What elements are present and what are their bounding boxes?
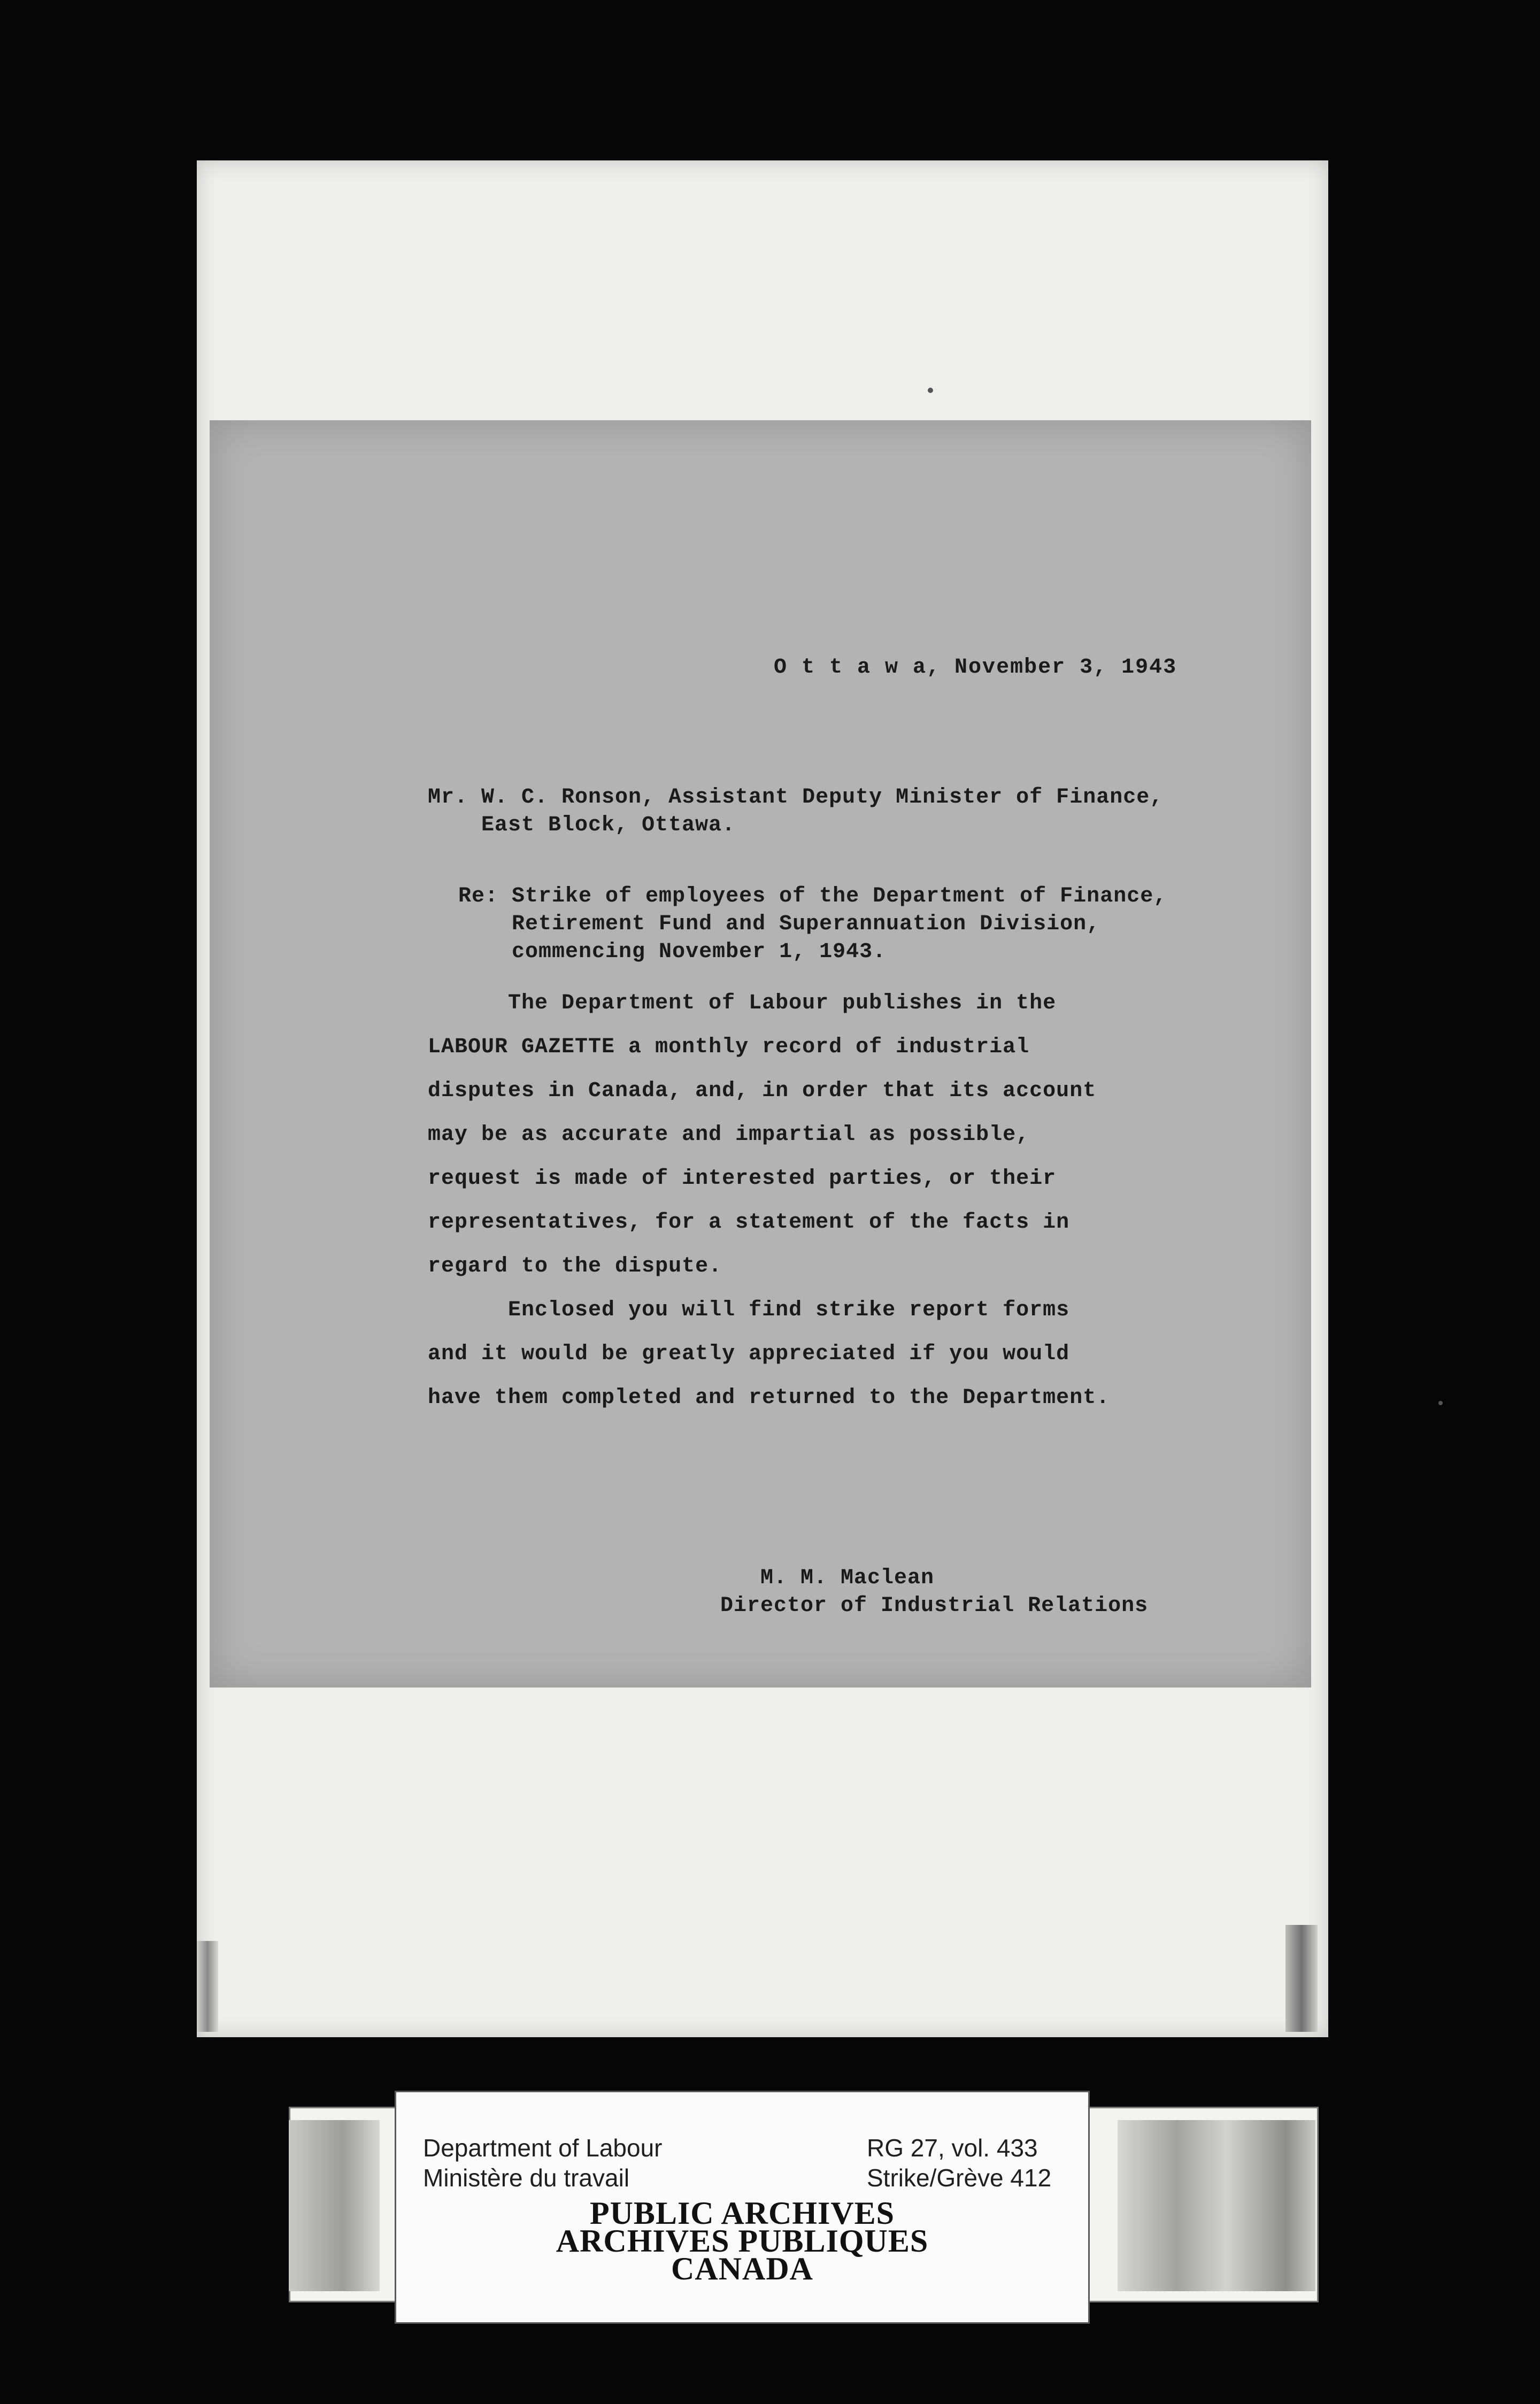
department-name-fr: Ministère du travail xyxy=(423,2164,630,2192)
letter-body xyxy=(428,982,1110,1420)
archive-label xyxy=(395,2091,1090,2324)
body-line: may be as accurate and impartial as possible, xyxy=(428,1123,1030,1147)
body-line: request is made of interested parties, or their xyxy=(428,1167,1057,1191)
letter-signature xyxy=(720,1565,1148,1620)
body-line: have them completed and returned to the Department. xyxy=(428,1386,1110,1410)
stamp-line: CANADA xyxy=(671,2251,813,2286)
signature-name: M. M. Maclean xyxy=(760,1566,935,1590)
sheet-edge-right xyxy=(1285,1925,1318,2032)
record-group-volume: RG 27, vol. 433 xyxy=(867,2134,1038,2162)
body-line: LABOUR GAZETTE a monthly record of industrial xyxy=(428,1035,1030,1059)
department-name-en: Department of Labour xyxy=(423,2134,663,2162)
recipient-line: East Block, Ottawa. xyxy=(428,813,736,837)
stamp-line: PUBLIC ARCHIVES xyxy=(589,2195,895,2231)
label-clip-left xyxy=(289,2120,380,2291)
recipient-line: Mr. W. C. Ronson, Assistant Deputy Minister of Finance, xyxy=(428,785,1164,810)
letter-page xyxy=(210,420,1311,1688)
strike-number: Strike/Grève 412 xyxy=(867,2164,1052,2192)
letter-subject xyxy=(458,883,1167,966)
department-name xyxy=(423,2133,663,2193)
letter-recipient xyxy=(428,784,1163,839)
subject-line: Retirement Fund and Superannuation Division, xyxy=(458,912,1100,936)
body-line: representatives, for a statement of the facts in xyxy=(428,1211,1070,1235)
dust-speck xyxy=(1438,1401,1443,1405)
public-archives-stamp xyxy=(396,2195,1088,2286)
signature-title: Director of Industrial Relations xyxy=(720,1594,1149,1618)
body-line: regard to the dispute. xyxy=(428,1254,722,1278)
subject-line: Re: Strike of employees of the Department of Finance, xyxy=(458,884,1167,908)
body-line: and it would be greatly appreciated if you would xyxy=(428,1342,1070,1366)
dust-speck xyxy=(928,388,933,393)
stamp-line: ARCHIVES PUBLIQUES xyxy=(556,2223,929,2259)
sheet-edge-left xyxy=(197,1941,218,2032)
body-line: disputes in Canada, and, in order that its account xyxy=(428,1079,1097,1103)
body-line: The Department of Labour publishes in the xyxy=(428,991,1057,1015)
body-line: Enclosed you will find strike report forms xyxy=(428,1298,1070,1322)
subject-line: commencing November 1, 1943. xyxy=(458,940,887,964)
archive-reference xyxy=(867,2133,1051,2193)
letter-date: O t t a w a, November 3, 1943 xyxy=(774,656,1177,680)
label-clip-right xyxy=(1118,2120,1315,2291)
